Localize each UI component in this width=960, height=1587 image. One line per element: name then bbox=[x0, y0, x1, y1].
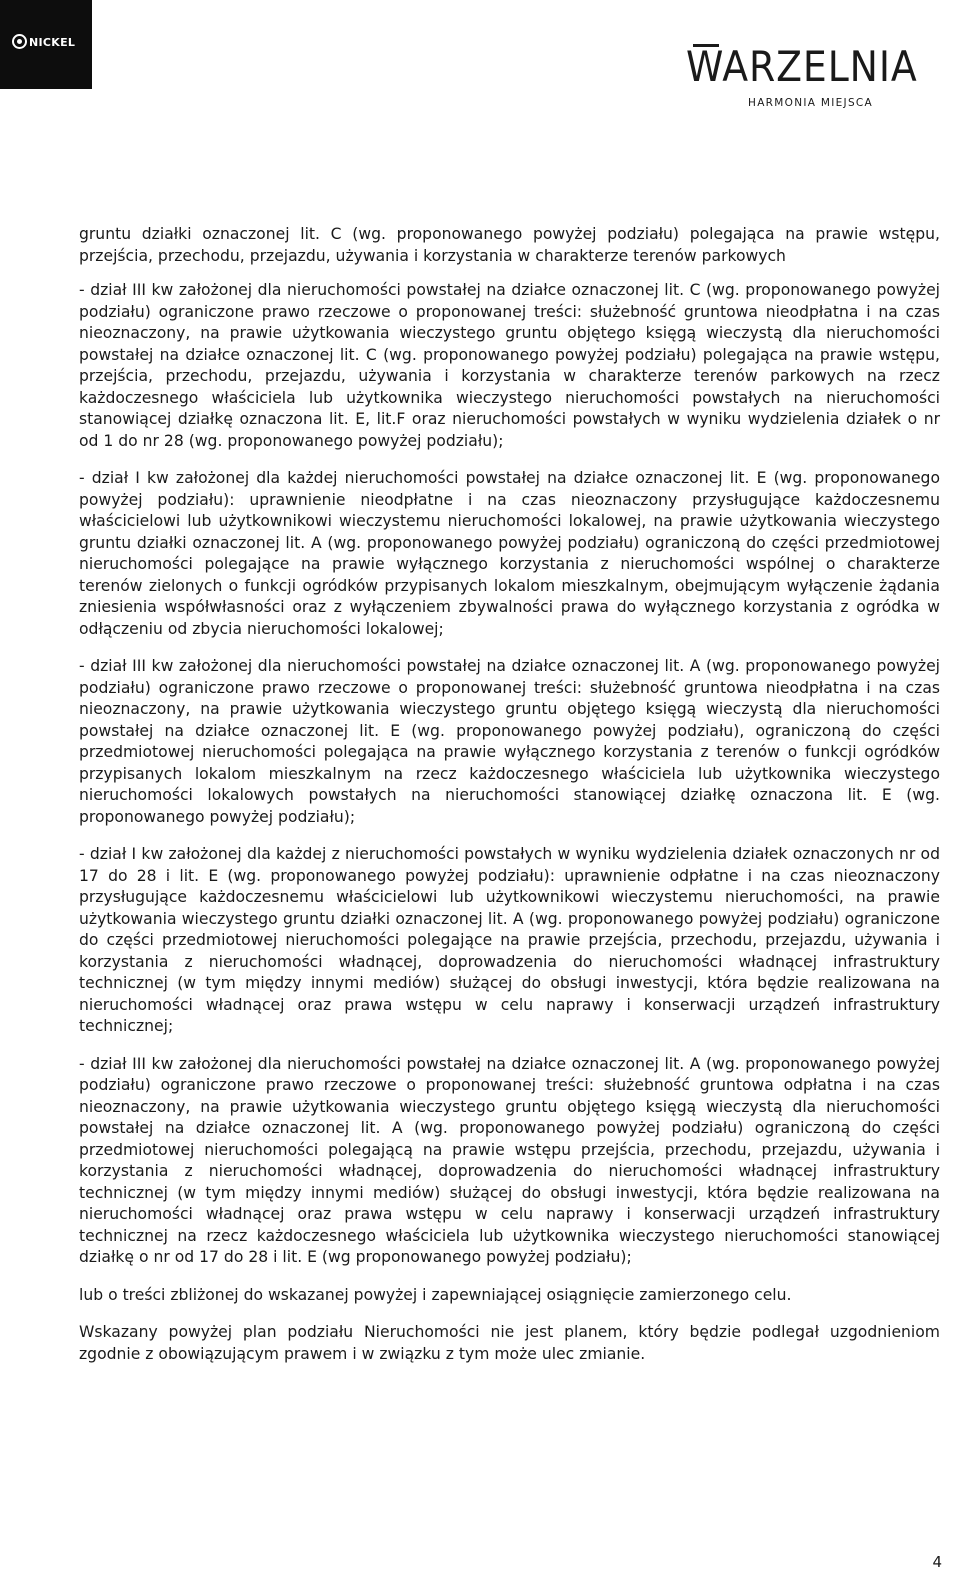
document-body bbox=[79, 224, 940, 1365]
nickel-logo bbox=[0, 0, 92, 89]
paragraph-2: - dział III kw założonej dla nieruchomości powstałej na działce oznaczonej lit. C (wg. proponowanego powyżej podziału) ograniczone prawo rzeczowe o proponowanej treści: służebność gruntowa nieodpłatna i na czas nieoznaczony, na prawie użytkowania wieczystego gruntu objętego księgą wieczystą dla nieruchomości powstałej na działce oznaczonej lit. C (wg. proponowanego powyżej podziału) polegająca na prawie wstępu, przejścia, przechodu, przejazdu, używania i korzystania w charakterze terenów parkowych na rzecz każdoczesnego właściciela lub użytkownika wieczystego nieruchomości powstałych na nieruchomości stanowiącej działkę oznaczona lit. E, lit.F oraz nieruchomości powstałych w wyniku wydzielenia działek o nr od 1 do nr 28 (wg. proponowanego powyżej podziału); bbox=[79, 281, 940, 450]
paragraph-4: - dział III kw założonej dla nieruchomości powstałej na działce oznaczonej lit. A (wg. proponowanego powyżej podziału) ograniczone prawo rzeczowe o proponowanej treści: służebność gruntowa nieodpłatna i na czas nieoznaczony, na prawie użytkowania wieczystego gruntu objętego księgą wieczystą dla nieruchomości powstałej na działce oznaczonej lit. E (wg. proponowanego powyżej podziału), ograniczoną do części przedmiotowej nieruchomości polegająca na prawie wyłącznego korzystania z terenów o funkcji ogródków przypisanych lokalom mieszkalnym na rzecz każdoczesnego właściciela lub użytkownika wieczystego nieruchomości lokalowych powstałych na nieruchomości stanowiącej działkę oznaczona lit. E (wg. proponowanego powyżej podziału); bbox=[79, 657, 940, 826]
warzelnia-logo bbox=[686, 44, 950, 116]
paragraph-5: - dział I kw założonej dla każdej z nieruchomości powstałych w wyniku wydzielenia działek oznaczonych nr od 17 do 28 i lit. E (wg. proponowanego powyżej podziału): uprawnienie odpłatne i na czas nieoznaczony przysługujące każdoczesnemu właścicielowi lub użytkownikowi wieczystemu nieruchomości, na prawie użytkowania wieczystego gruntu działki oznaczonej lit. A (wg. proponowanego powyżej podziału) ograniczone do części przedmiotowej nieruchomości polegające na prawie przejścia, przechodu, przejazdu, używania i korzystania z nieruchomości władnącej, doprowadzenia do nieruchomości władnącej infrastruktury technicznej (w tym między innymi mediów) służącej do obsługi inwestycji, która będzie realizowana na nieruchomości władnącej oraz prawa wstępu w celu naprawy i konserwacji urządzeń infrastruktury technicznej; bbox=[79, 845, 940, 1035]
paragraph-3: - dział I kw założonej dla każdej nieruchomości powstałej na działce oznaczonej lit. E (wg. proponowanego powyżej podziału): uprawnienie nieodpłatne i na czas nieoznaczony przysługujące każdoczesnemu właścicielowi lub użytkownikowi wieczystemu nieruchomości lokalowej, na prawie użytkowania wieczystego gruntu działki oznaczonej lit. A (wg. proponowanego powyżej podziału) ograniczoną do części przedmiotowej nieruchomości polegające na prawie wyłącznego korzystania z nieruchomości wspólnej o charakterze terenów zielonych o funkcji ogródków przypisanych lokalom mieszkalnym, obejmującym wyłączenie żądania zniesienia współwłasności oraz z wyłączeniem zbywalności prawa do wyłącznego korzystania z ogródka w odłączeniu od zbycia nieruchomości lokalowej; bbox=[79, 469, 940, 638]
warzelnia-logo-name: WARZELNIA bbox=[686, 42, 918, 91]
paragraph-1: gruntu działki oznaczonej lit. C (wg. proponowanego powyżej podziału) polegająca na prawie wstępu, przejścia, przechodu, przejazdu, używania i korzystania w charakterze terenów parkowych bbox=[79, 225, 940, 265]
paragraph-8: Wskazany powyżej plan podziału Nieruchomości nie jest planem, który będzie podlegał uzgodnieniom zgodnie z obowiązującym prawem i w związku z tym może ulec zmianie. bbox=[79, 1323, 940, 1363]
warzelnia-logo-tagline: HARMONIA MIEJSCA bbox=[748, 97, 874, 109]
paragraph-6: - dział III kw założonej dla nieruchomości powstałej na działce oznaczonej lit. A (wg. proponowanego powyżej podziału) ograniczone prawo rzeczowe o proponowanej treści: służebność gruntowa odpłatna i na czas nieoznaczony, na prawie użytkowania wieczystego gruntu objętego księgą wieczystą dla nieruchomości powstałej na działce oznaczonej lit. A (wg. proponowanego powyżej podziału) ograniczoną do części przedmiotowej nieruchomości polegającą na prawie wstępu przejścia, przechodu, przejazdu, używania i korzystania z nieruchomości władnącej, doprowadzenia do nieruchomości władnącej infrastruktury technicznej (w tym między innymi mediów) służącej do obsługi inwestycji, która będzie realizowana na nieruchomości władnącej oraz prawa wstępu w celu naprawy i konserwacji urządzeń infrastruktury technicznej na rzecz każdoczesnego właściciela lub użytkownika wieczystego nieruchomości stanowiącej działkę o nr od 17 do 28 i lit. E (wg proponowanego powyżej podziału); bbox=[79, 1054, 940, 1266]
page-number: 4 bbox=[932, 1553, 942, 1571]
nickel-logo-icon bbox=[12, 34, 27, 49]
nickel-logo-text: NICKEL bbox=[29, 36, 76, 49]
paragraph-7: lub o treści zbliżonej do wskazanej powyżej i zapewniającej osiągnięcie zamierzonego celu. bbox=[79, 1285, 792, 1304]
